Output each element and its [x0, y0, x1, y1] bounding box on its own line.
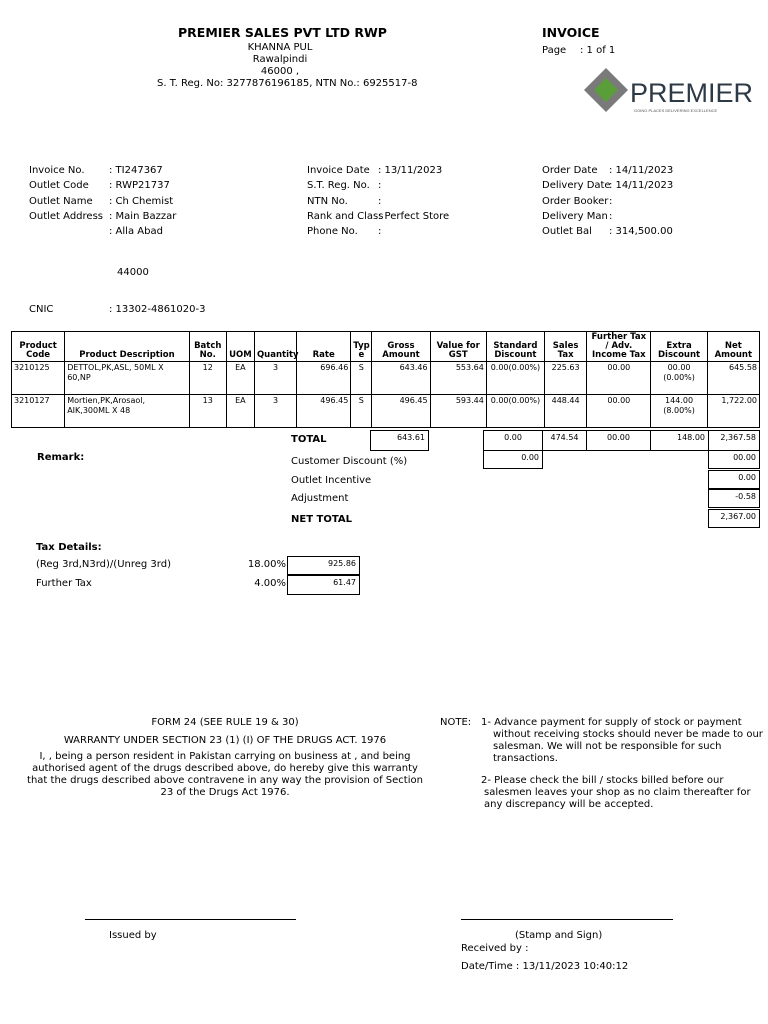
document-title: INVOICE: [542, 25, 600, 40]
table-cell: 12: [189, 362, 226, 395]
info-label: Outlet Bal: [542, 226, 592, 238]
company-address-2: Rawalpindi: [252, 54, 308, 65]
note-paragraph-2: [481, 775, 751, 811]
company-address-1: KHANNA PUL: [247, 42, 313, 53]
column-header: Further Tax / Adv. Income Tax: [587, 332, 651, 362]
warranty-line: that the drugs described above contravene in any way the provision of Section: [27, 775, 423, 786]
table-cell: EA: [226, 362, 254, 395]
info-value: : Main Bazzar: [109, 210, 177, 222]
warranty-text: [20, 751, 430, 799]
outlet-address-line-2: : Alla Abad: [109, 226, 163, 237]
table-cell: 645.58: [707, 362, 759, 395]
column-header: Product Code: [12, 332, 65, 362]
logo-tagline: GOING PLACES DELIVERING EXCELLENCE: [634, 108, 718, 113]
adjustment-label: Adjustment: [291, 493, 349, 504]
total-gross: 643.61: [370, 430, 429, 451]
tax-row-1-label: (Reg 3rd,N3rd)/(Unreg 3rd): [36, 559, 171, 570]
cnic-label: CNIC: [29, 304, 54, 315]
table-row: [12, 362, 760, 395]
note-line: without receiving stocks should never be made to our: [493, 729, 763, 740]
company-registration: S. T. Reg. No: 3277876196185, NTN No.: 6925517-8: [157, 78, 418, 89]
info-value: :: [609, 210, 613, 222]
warranty-line: 23 of the Drugs Act 1976.: [160, 787, 290, 798]
tax-row-2-label: Further Tax: [36, 578, 92, 589]
customer-discount-net: 00.00: [708, 450, 760, 469]
info-value: :: [378, 226, 382, 238]
info-value: :: [378, 195, 382, 207]
table-cell: DETTOL,PK,ASL, 50ML X 60,NP: [65, 362, 189, 395]
table-cell: 496.45: [297, 395, 351, 428]
column-header: Gross Amount: [372, 332, 430, 362]
info-value: : 13/11/2023: [378, 165, 443, 176]
table-cell: 3210127: [12, 395, 65, 428]
column-header: Value for GST: [430, 332, 486, 362]
table-cell: 13: [189, 395, 226, 428]
outlet-zip: 44000: [117, 267, 149, 278]
info-label: Delivery Date: [542, 180, 611, 192]
info-label: Delivery Man: [542, 210, 608, 222]
note-line: 2- Please check the bill / stocks billed before our: [481, 775, 724, 786]
table-cell: 3210125: [12, 362, 65, 395]
table-cell: 225.63: [545, 362, 587, 395]
table-cell: Mortien,PK,Arosaol, AIK,300ML X 48: [65, 395, 189, 428]
info-label: Order Booker: [542, 195, 609, 207]
table-cell: 00.00 (0.00%): [651, 362, 707, 395]
table-cell: 496.45: [372, 395, 430, 428]
tax-row-1-rate: 18.00%: [247, 559, 286, 570]
page-value: : 1 of 1: [580, 45, 616, 56]
warranty-line: I, , being a person resident in Pakistan carrying on business at , and being: [39, 751, 411, 762]
customer-discount-label: Customer Discount (%): [291, 456, 408, 467]
table-header-row: [12, 332, 760, 362]
outlet-incentive-label: Outlet Incentive: [291, 475, 372, 486]
info-label: Outlet Address: [29, 210, 103, 222]
table-cell: 144.00 (8.00%): [651, 395, 707, 428]
info-label: Outlet Name: [29, 195, 93, 207]
table-cell: 3: [254, 395, 296, 428]
tax-details-title: Tax Details:: [36, 542, 102, 553]
adjustment-value: -0.58: [708, 489, 760, 508]
tax-row-1-amount: 925.86: [287, 556, 360, 575]
premier-logo: [580, 64, 754, 116]
column-header: Sales Tax: [545, 332, 587, 362]
received-by-signature-line: [461, 919, 673, 920]
issued-by-signature-line: [85, 919, 296, 920]
note-line: 1- Advance payment for supply of stock or payment: [481, 717, 742, 728]
info-label: Invoice No.: [29, 165, 85, 176]
warranty-form: FORM 24 (SEE RULE 19 & 30): [151, 717, 299, 728]
print-datetime: Date/Time : 13/11/2023 10:40:12: [461, 961, 629, 972]
note-paragraph-1: [481, 717, 763, 765]
note-line: transactions.: [493, 753, 558, 764]
note-line: any discrepancy will be accepted.: [484, 799, 654, 810]
net-total-value: 2,367.00: [708, 509, 760, 528]
column-header: Typ e: [351, 332, 372, 362]
column-header: UOM: [226, 332, 254, 362]
table-cell: 0.00(0.00%): [486, 395, 544, 428]
note-line: salesman. We will not be responsible for such: [493, 741, 722, 752]
table-cell: 593.44: [430, 395, 486, 428]
table-cell: 553.64: [430, 362, 486, 395]
total-further-tax: 00.00: [586, 430, 651, 451]
column-header: Extra Discount: [651, 332, 707, 362]
customer-discount-value: 0.00: [483, 450, 543, 469]
remark-label: Remark:: [37, 452, 85, 463]
warranty-title: WARRANTY UNDER SECTION 23 (1) (I) OF THE DRUGS ACT. 1976: [63, 735, 387, 746]
info-value: : Perfect Store: [378, 210, 450, 222]
column-header: Quantity: [254, 332, 296, 362]
info-label: Order Date: [542, 165, 598, 176]
info-label: NTN No.: [307, 195, 348, 207]
info-label: Phone No.: [307, 226, 358, 238]
items-table: [11, 331, 760, 428]
tax-row-2-rate: 4.00%: [254, 578, 286, 589]
table-cell: S: [351, 395, 372, 428]
table-row: [12, 395, 760, 428]
issued-by-label: Issued by: [109, 930, 157, 941]
column-header: Product Description: [65, 332, 189, 362]
info-label: Invoice Date: [307, 165, 370, 176]
table-cell: 00.00: [587, 395, 651, 428]
table-cell: 448.44: [545, 395, 587, 428]
company-address-3: 46000 ,: [260, 66, 300, 77]
column-header: Rate: [297, 332, 351, 362]
info-label: Outlet Code: [29, 180, 89, 192]
info-value: : 14/11/2023: [609, 165, 674, 176]
column-header: Standard Discount: [486, 332, 544, 362]
net-total-label: NET TOTAL: [291, 514, 352, 525]
table-cell: S: [351, 362, 372, 395]
company-name: PREMIER SALES PVT LTD RWP: [178, 25, 387, 40]
cnic-value: : 13302-4861020-3: [109, 304, 206, 315]
info-value: :: [378, 180, 382, 192]
column-header: Net Amount: [707, 332, 759, 362]
warranty-line: authorised agent of the drugs described above, do hereby give this warranty: [32, 763, 418, 774]
outlet-incentive-value: 0.00: [708, 470, 760, 489]
total-label: TOTAL: [291, 434, 327, 445]
table-cell: EA: [226, 395, 254, 428]
page-label: Page: [542, 45, 567, 56]
tax-row-2-amount: 61.47: [287, 575, 360, 595]
table-cell: 3: [254, 362, 296, 395]
total-sales-tax: 474.54: [542, 430, 587, 451]
total-extra-discount: 148.00: [650, 430, 709, 451]
total-standard-discount: 0.00: [483, 430, 543, 451]
stamp-sign-label: (Stamp and Sign): [515, 930, 603, 941]
logo-text: PREMIER: [630, 78, 754, 108]
table-cell: 696.46: [297, 362, 351, 395]
table-cell: 643.46: [372, 362, 430, 395]
total-net: 2,367.58: [708, 430, 760, 451]
column-header: Batch No.: [189, 332, 226, 362]
info-value: : RWP21737: [109, 180, 170, 192]
info-value: : Ch Chemist: [109, 195, 174, 207]
info-value: : 14/11/2023: [609, 180, 674, 192]
info-value: : TI247367: [109, 165, 163, 176]
note-line: salesmen leaves your shop as no claim thereafter for: [484, 787, 751, 798]
note-label: NOTE:: [440, 717, 472, 728]
received-by-label: Received by :: [461, 943, 529, 954]
info-label: S.T. Reg. No.: [307, 180, 370, 192]
info-value: : 314,500.00: [609, 226, 673, 238]
info-value: :: [609, 195, 613, 207]
table-cell: 1,722.00: [707, 395, 759, 428]
table-cell: 0.00(0.00%): [486, 362, 544, 395]
table-cell: 00.00: [587, 362, 651, 395]
info-label: Rank and Class: [307, 210, 384, 222]
